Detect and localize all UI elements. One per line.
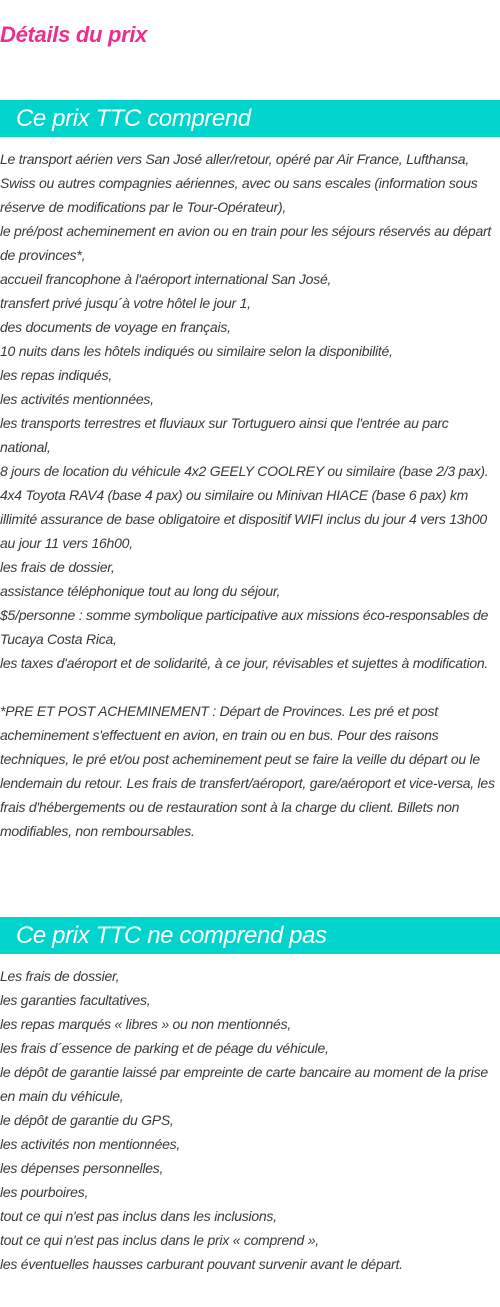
excluded-item: les repas marqués « libres » ou non mentionnés, <box>0 1016 291 1032</box>
excluded-item: le dépôt de garantie du GPS, <box>0 1112 174 1128</box>
included-section-header: Ce prix TTC comprend <box>0 100 500 137</box>
excluded-item: Les frais de dossier, <box>0 968 120 984</box>
included-item: les repas indiqués, <box>0 367 112 383</box>
included-item: $5/personne : somme symbolique participative aux missions éco-responsables de Tucaya Costa Rica, <box>0 607 489 647</box>
excluded-item: le dépôt de garantie laissé par empreinte de carte bancaire au moment de la prise en main du véhicule, <box>0 1064 488 1104</box>
page-title: Détails du prix <box>0 22 148 47</box>
included-item: le pré/post acheminement en avion ou en train pour les séjours réservés au départ de provinces*, <box>0 223 492 263</box>
acheminement-note: *PRE ET POST ACHEMINEMENT : Départ de Provinces. Les pré et post acheminement s'effectuent en avion, en train ou en bus. Pour des raisons techniques, le pré et/ou post acheminement peut se faire la veille du départ ou le lendemain du retour. Les frais de transfert/aéroport, gare/aéroport et vice-versa, les frais d'hébergements ou de restauration sont à la charge du client. Billets non modifiables, non remboursables. <box>0 703 495 839</box>
included-section-body <box>0 147 500 843</box>
included-item: 10 nuits dans les hôtels indiqués ou similaire selon la disponibilité, <box>0 343 393 359</box>
included-item: transfert privé jusqu´à votre hôtel le jour 1, <box>0 295 251 311</box>
excluded-section-body <box>0 964 500 1276</box>
included-item: des documents de voyage en français, <box>0 319 231 335</box>
included-item: les transports terrestres et fluviaux sur Tortuguero ainsi que l'entrée au parc national, <box>0 415 449 455</box>
excluded-item: les pourboires, <box>0 1184 89 1200</box>
included-item: Le transport aérien vers San José aller/retour, opéré par Air France, Lufthansa, Swiss ou autres compagnies aériennes, avec ou sans escales (information sous réserve de modifications par le Tour-Opérateur), <box>0 151 478 215</box>
included-item: les activités mentionnées, <box>0 391 154 407</box>
included-item: les taxes d'aéroport et de solidarité, à ce jour, révisables et sujettes à modification. <box>0 655 489 671</box>
excluded-item: les activités non mentionnées, <box>0 1136 181 1152</box>
excluded-item: les garanties facultatives, <box>0 992 151 1008</box>
excluded-item: les frais d´essence de parking et de péage du véhicule, <box>0 1040 329 1056</box>
included-item: accueil francophone à l'aéroport international San José, <box>0 271 332 287</box>
excluded-item: tout ce qui n'est pas inclus dans les inclusions, <box>0 1208 277 1224</box>
excluded-section-header: Ce prix TTC ne comprend pas <box>0 917 500 954</box>
included-item: 8 jours de location du véhicule 4x2 GEELY COOLREY ou similaire (base 2/3 pax). 4x4 Toyota RAV4 (base 4 pax) ou similaire ou Minivan HIACE (base 6 pax) km illimité assurance de base obligatoire et dispositif WIFI inclus du jour 4 vers 13h00 au jour 11 vers 16h00, <box>0 463 489 551</box>
excluded-item: les éventuelles hausses carburant pouvant survenir avant le départ. <box>0 1256 403 1272</box>
included-item: les frais de dossier, <box>0 559 115 575</box>
included-item: assistance téléphonique tout au long du séjour, <box>0 583 281 599</box>
excluded-item: tout ce qui n'est pas inclus dans le prix « comprend », <box>0 1232 319 1248</box>
excluded-item: les dépenses personnelles, <box>0 1160 164 1176</box>
